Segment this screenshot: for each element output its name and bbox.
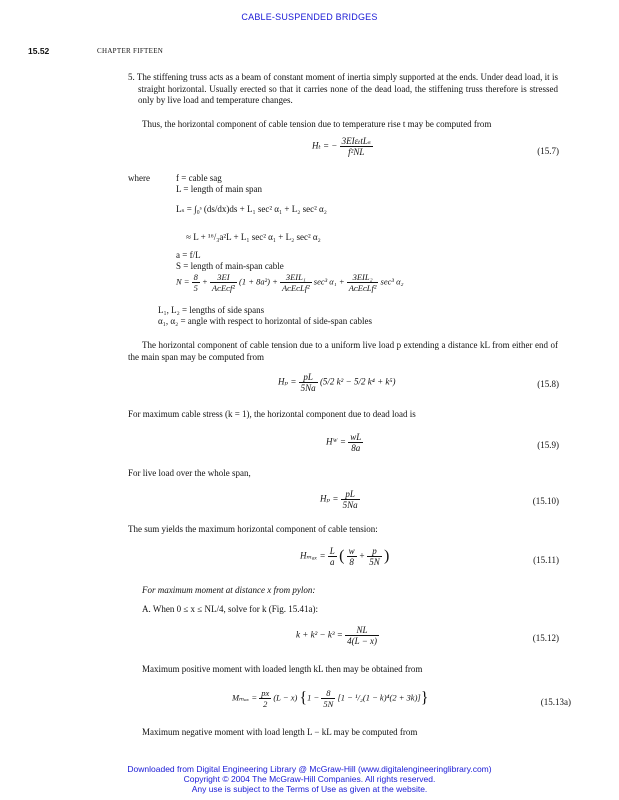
denominator: 5 — [193, 283, 198, 293]
def-f: f = cable sag — [176, 173, 222, 183]
paragraph-max-moment: For maximum moment at distance x from pylon: — [142, 585, 316, 595]
eq-lhs: Hₘₐₓ = — [300, 550, 326, 561]
equation-number: (15.8) — [537, 379, 559, 389]
equation-number: (15.13a) — [540, 697, 571, 707]
eq-middle: (L − x) — [273, 692, 298, 703]
denominator: 8a — [351, 443, 361, 453]
equation-15-12 — [296, 625, 379, 646]
equation-15-10 — [320, 489, 360, 510]
numerator: 8 — [321, 688, 335, 699]
paragraph-live-load: For live load over the whole span, — [128, 468, 251, 478]
footer-copyright: Copyright © 2004 The McGraw-Hill Companies. All rights reserved. — [183, 774, 436, 784]
N-sec1: sec³ α₁ + — [313, 276, 345, 287]
eq-lhs: Hᵂ = — [326, 436, 346, 447]
paragraph-positive-moment: Maximum positive moment with loaded length kL then may be obtained from — [142, 664, 423, 674]
numerator: 8 — [193, 272, 198, 282]
numerator: 3EIL₂ — [347, 272, 379, 283]
paragraph-thus: Thus, the horizontal component of cable tension due to temperature rise t may be computed from — [142, 119, 492, 129]
numerator: pL — [341, 489, 360, 500]
numerator: wL — [350, 432, 362, 442]
N-middle: (1 + 8a²) + — [239, 276, 278, 287]
denominator: f²NL — [348, 147, 365, 157]
eq-tail: [1 − ¹/₂(1 − k)⁴(2 + 3k)] — [337, 692, 421, 703]
equation-number: (15.11) — [533, 555, 559, 565]
eq-lhs: Hₜ = − — [312, 140, 338, 151]
equation-number: (15.12) — [532, 633, 559, 643]
numerator: NL — [345, 625, 379, 636]
page-number: 15.52 — [28, 46, 50, 56]
footer-download-link[interactable]: Downloaded from Digital Engineering Library @ McGraw-Hill (www.digitalengineeringlibrary.com) — [127, 764, 492, 774]
numerator: 3EIL₁ — [280, 272, 312, 283]
equation-15-7 — [312, 136, 373, 157]
numerator: L — [329, 546, 335, 556]
paragraph-max-stress: For maximum cable stress (k = 1), the horizontal component due to dead load is — [128, 409, 416, 419]
paragraph-uniform-load: The horizontal component of cable tension due to a uniform live load p extending a distance kL from either end of the main span may be computed from — [128, 340, 558, 362]
def-S: S = length of main-span cable — [176, 261, 284, 271]
def-Ls: Lₛ = ∫₀ˢ (ds/dx)ds + L₁ sec² α₁ + L₂ sec² α₂ — [176, 204, 327, 214]
denominator: AᴄEᴄLf² — [348, 283, 377, 293]
footer-terms-link[interactable]: Any use is subject to the Terms of Use as given at the website. — [191, 784, 428, 794]
numerator: w — [348, 546, 355, 556]
paragraph-sum: The sum yields the maximum horizontal component of cable tension: — [128, 524, 378, 534]
chapter-label: CHAPTER FIFTEEN — [97, 47, 164, 55]
equation-number: (15.9) — [537, 440, 559, 450]
denominator: AᴄEᴄLf² — [281, 283, 310, 293]
eq-lhs: k + k² − k³ = — [296, 629, 343, 640]
numerator: 3EIεₜtLₛ — [341, 136, 371, 146]
denominator: 5N — [323, 699, 334, 709]
where-label: where — [128, 173, 150, 183]
def-alpha: α₁, α₂ = angle with respect to horizontal of side-span cables — [158, 316, 372, 326]
denominator: 5N — [369, 557, 380, 567]
eq-inner: 1 − — [307, 692, 320, 703]
N-lhs: N = — [176, 276, 190, 287]
denominator: 4(L − x) — [347, 636, 378, 646]
numerator: pL — [299, 372, 318, 383]
numerator: p — [367, 546, 382, 557]
def-a: a = f/L — [176, 250, 201, 260]
item-A: A. When 0 ≤ x ≤ NL/4, solve for k (Fig. 15.41a): — [142, 604, 318, 614]
numerator: px — [261, 688, 270, 698]
equation-15-9 — [326, 432, 363, 453]
eq-lhs: Mₘₐₓ = — [232, 692, 258, 703]
item-5-paragraph: 5. The stiffening truss acts as a beam of constant moment of inertia simply supported at the ends. Under dead load, it is straight horizontal. Usually erected so that it carries none of the dead load, the stiffening truss therefore is stressed only by live load and temperature changes. — [128, 72, 558, 105]
denominator: 8 — [349, 557, 354, 567]
equation-number: (15.10) — [532, 496, 559, 506]
def-N-equation: N = $\frac{8}{5}$ + $\frac{3EI}{\text{AᴄEᴄf²}}$ (1 + 8a²) + $\frac{\text{3EIL₁}}{\text{AᴄEᴄLf²}}$ sec³ α₁ + $\frac{\text{3EIL₂}}{\text{AᴄEᴄLf²}}$ sec³ α₂ — [176, 272, 404, 293]
eq-lhs: Hₚ = — [278, 376, 297, 387]
equation-15-13a: Mₘₐₓ = $\frac{px}{2}$ (L − x) {1 − $\frac{8}{5N}$ [1 − ¹/₂(1 − k)⁴(2 + 3k)]} — [232, 688, 429, 709]
numerator: 3EI — [210, 272, 237, 283]
equation-number: (15.7) — [537, 146, 559, 156]
denominator: 2 — [263, 699, 268, 709]
def-Ls-approx: ≈ L + ¹⁶/₃a²L + L₁ sec² α₁ + L₂ sec² α₂ — [186, 232, 321, 242]
eq-lhs: Hₚ = — [320, 493, 339, 504]
def-L: L = length of main span — [176, 184, 262, 194]
denominator: 5Na — [300, 383, 316, 393]
fraction — [340, 136, 373, 157]
eq-body: (5/2 k² − 5/2 k⁴ + k⁵) — [319, 376, 396, 387]
def-L1-L2: L₁, L₂ = lengths of side spans — [158, 305, 265, 315]
equation-15-11: Hₘₐₓ = $\frac{L}{a}$ ( $\frac{w}{8}$ + $\frac{p}{5N}$ ) — [300, 546, 390, 567]
N-sec2: sec³ α₂ — [380, 276, 404, 287]
equation-15-8 — [278, 372, 396, 393]
running-title: CABLE-SUSPENDED BRIDGES — [241, 12, 378, 22]
denominator: AᴄEᴄf² — [211, 283, 235, 293]
paragraph-negative-moment: Maximum negative moment with load length L − kL may be computed from — [142, 727, 418, 737]
denominator: a — [330, 557, 335, 567]
denominator: 5Na — [342, 500, 358, 510]
